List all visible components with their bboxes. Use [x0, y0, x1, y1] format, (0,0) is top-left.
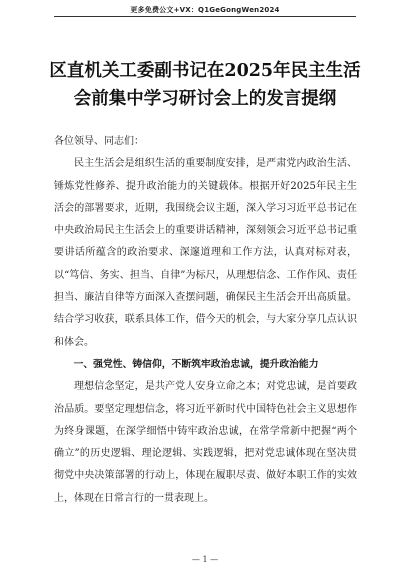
title-line-2: 会前集中学习研讨会上的发言提纲	[73, 89, 337, 109]
section-paragraph-1: 理想信念坚定，是共产党人安身立命之本；对党忠诚，是首要政治品质。要坚定理想信念，将习近平新时代中国特色社会主义思想作为终身课题，在深学细悟中铸牢政治忠诚，在常学常新中把握“两个确立”的历史逻辑、理论逻辑、实践逻辑，把对党忠诚体现在坚决贯彻党中央决策部署的行动上，体现在履职尽责、做好本职工作的实效上，体现在日常言行的一贯表现上。	[54, 381, 357, 504]
header-note: 更多免费公文+VX：Q1GeGongWen2024	[130, 6, 280, 14]
document-title	[40, 57, 370, 113]
intro-paragraph: 民主生活会是组织生活的重要制度安排，是严肃党内政治生活、锤炼党性修养、提升政治能力的关键载体。根据开好2025年民主生活会的部署要求，近期，我围绕会议主题，深入学习习近平总书记在中央政治局民主生活会上的重要讲话精神，深刻领会习近平总书记重要讲话所蕴含的政治要求、深邃道理和工作方法，认真对标对表，以“笃信、务实、担当、自律”为标尺，从理想信念、工作作风、责任担当、廉洁自律等方面深入查摆问题，确保民主生活会开出高质量。结合学习收获，联系具体工作，借今天的机会，与大家分享几点认识和体会。	[54, 158, 357, 348]
salutation: 各位领导、同志们：	[54, 136, 144, 147]
title-line-1: 区直机关工委副书记在2025年民主生活	[49, 61, 361, 81]
header-divider	[54, 16, 356, 17]
section-heading-1: 一、强党性、铸信仰，不断筑牢政治忠诚，提升政治能力	[73, 358, 319, 370]
document-body	[54, 131, 357, 510]
page-number: — 1 —	[191, 555, 219, 564]
